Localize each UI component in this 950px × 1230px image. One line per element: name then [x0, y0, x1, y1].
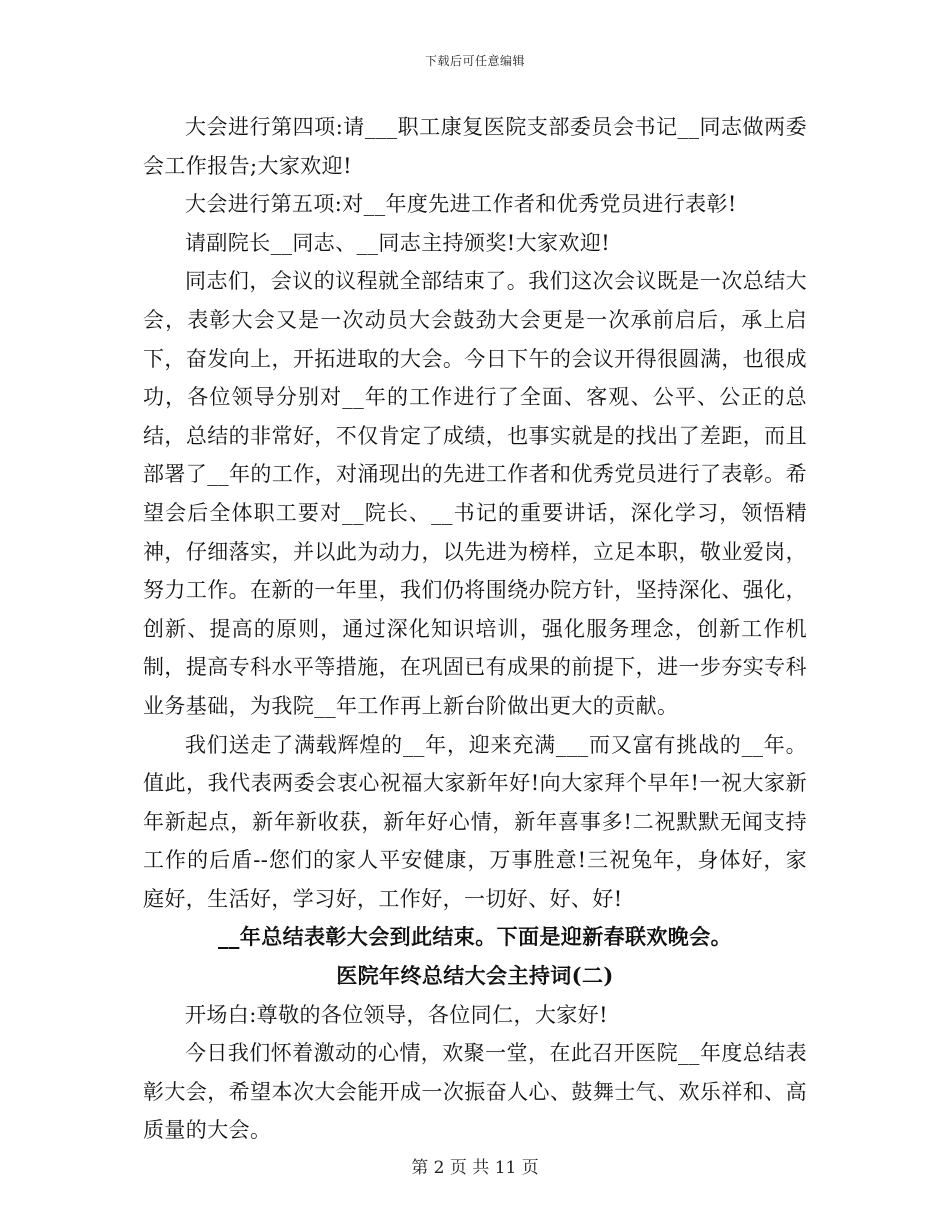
closing-announcement: __年总结表彰大会到此结束。下面是迎新春联欢晚会。 — [218, 924, 732, 950]
document-body — [143, 108, 807, 1150]
paragraph-award-presenters: 请副院长__同志、__同志主持颁奖!大家欢迎! — [185, 230, 611, 255]
paragraph-closing-summary: 同志们，会议的议程就全部结束了。我们这次会议既是一次总结大会，表彰大会又是一次动员大会鼓劲大会更是一次承前启后，承上启下，奋发向上，开拓进取的大会。今日下午的会议开得很圆满，也很成功，各位领导分别对__年的工作进行了全面、客观、公平、公正的总结，总结的非常好，不仅肯定了成绩，也事实就是的找出了差距，而且部署了__年的工作，对涌现出的先进工作者和优秀党员进行了表彰。希望会后全体职工要对__院长、__书记的重要讲话，深化学习，领悟精神，仔细落实，并以此为动力，以先进为榜样，立足本职，敬业爱岗，努力工作。在新的一年里，我们仍将围绕办院方针，坚持深化、强化，创新、提高的原则，通过深化知识培训，强化服务理念，创新工作机制，提高专科水平等措施，在巩固已有成果的前提下，进一步夯实专科业务基础，为我院__年工作再上新台阶做出更大的贡献。 — [143, 269, 807, 718]
page-number-footer: 第 2 页 共 11 页 — [411, 1158, 539, 1178]
paragraph-opening-remarks: 开场白:尊敬的各位领导，各位同仁，大家好! — [185, 1002, 608, 1027]
paragraph-agenda-item-4: 大会进行第四项:请___职工康复医院支部委员会书记__同志做两委会工作报告;大家欢迎! — [143, 115, 807, 178]
paragraph-agenda-item-5: 大会进行第五项:对__年度先进工作者和优秀党员进行表彰! — [185, 192, 737, 217]
paragraph-meeting-intro: 今日我们怀着激动的心情，欢聚一堂，在此召开医院__年度总结表彰大会，希望本次大会能开成一次振奋人心、鼓舞士气、欢乐祥和、高质量的大会。 — [143, 1041, 807, 1143]
section-title: 医院年终总结大会主持词(二) — [336, 963, 614, 989]
page-header: 下载后可任意编辑 — [424, 54, 525, 68]
paragraph-new-year-wishes: 我们送走了满载辉煌的__年，迎来充满___而又富有挑战的__年。值此，我代表两委会衷心祝福大家新年好!向大家拜个早年!一祝大家新年新起点，新年新收获，新年好心情，新年喜事多!二祝默默无闻支持工作的后盾--您们的家人平安健康，万事胜意!三祝兔年，身体好，家庭好，生活好，学习好，工作好，一切好、好、好! — [143, 732, 807, 911]
